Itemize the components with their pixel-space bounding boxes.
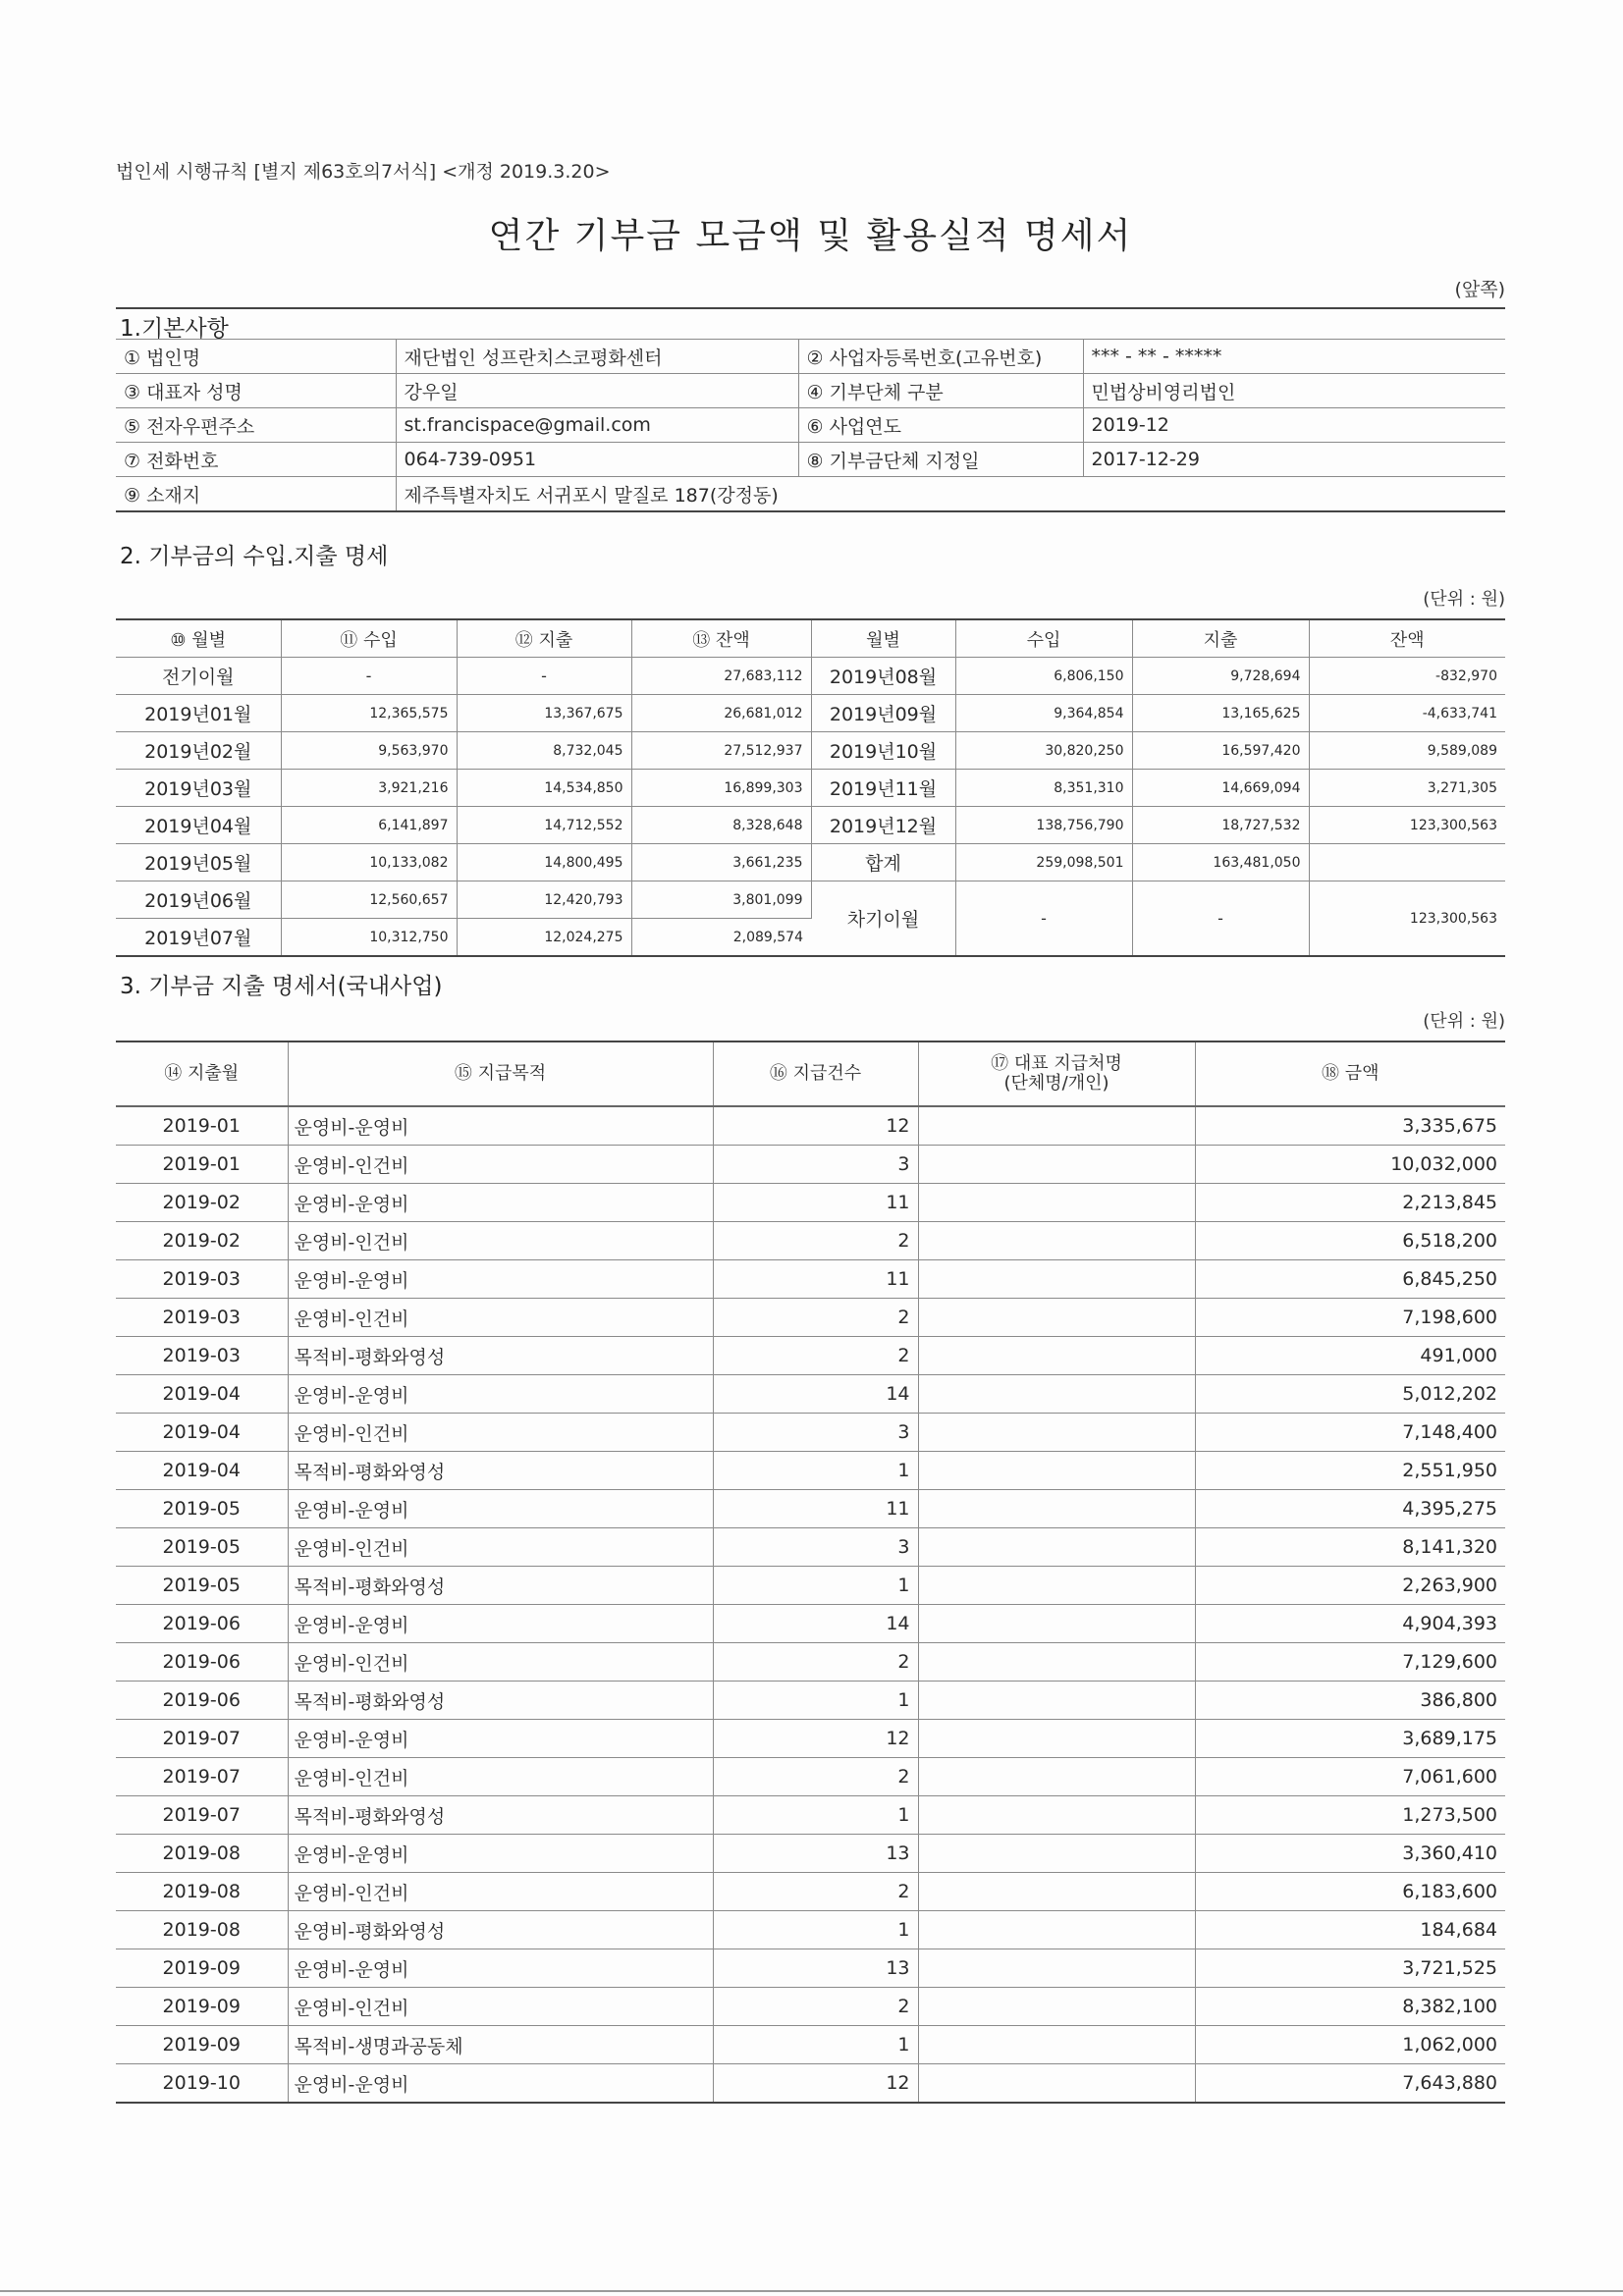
monthly-row	[116, 695, 1505, 732]
month-label: 2019년04월	[116, 807, 281, 844]
carryover-balance: 123,300,563	[1309, 881, 1505, 957]
income-value: 12,560,657	[281, 881, 457, 919]
payment-amount: 7,148,400	[1195, 1414, 1505, 1452]
expenditure-row	[116, 1567, 1505, 1605]
balance-value: 8,328,648	[631, 807, 811, 844]
payment-count: 11	[713, 1184, 918, 1222]
income-value: 3,921,216	[281, 770, 457, 807]
payment-amount: 4,904,393	[1195, 1605, 1505, 1643]
payee-name	[918, 1222, 1195, 1260]
expense-month: 2019-02	[116, 1184, 288, 1222]
expense-month: 2019-09	[116, 1949, 288, 1988]
payment-count: 2	[713, 1988, 918, 2026]
payment-amount: 8,382,100	[1195, 1988, 1505, 2026]
expense-value: 12,420,793	[457, 881, 631, 919]
section2-unit: (단위 : 원)	[1423, 589, 1505, 610]
payment-amount: 5,012,202	[1195, 1375, 1505, 1414]
payment-amount: 2,263,900	[1195, 1567, 1505, 1605]
payee-name	[918, 1414, 1195, 1452]
payee-name	[918, 1260, 1195, 1299]
expenditure-row	[116, 1720, 1505, 1758]
expense-value: -	[457, 658, 631, 695]
expense-value: 13,165,625	[1132, 695, 1309, 732]
balance-value: 27,683,112	[631, 658, 811, 695]
expenditure-row	[116, 1682, 1505, 1720]
payment-count: 2	[713, 1299, 918, 1337]
column-header: 잔액	[1309, 619, 1505, 658]
payment-count: 1	[713, 1567, 918, 1605]
month-label: 2019년07월	[116, 919, 281, 957]
expenditure-row	[116, 1299, 1505, 1337]
expenditure-row	[116, 1260, 1505, 1299]
expense-month: 2019-06	[116, 1605, 288, 1643]
expense-month: 2019-08	[116, 1873, 288, 1911]
payment-purpose: 목적비-평화와영성	[288, 1567, 713, 1605]
expenditure-row	[116, 1911, 1505, 1949]
monthly-row	[116, 807, 1505, 844]
payment-amount: 1,062,000	[1195, 2026, 1505, 2064]
info-label: ⑦ 전화번호	[116, 443, 396, 477]
header-purpose: ⑮ 지급목적	[288, 1041, 713, 1106]
expense-value: 9,728,694	[1132, 658, 1309, 695]
info-value: 재단법인 성프란치스코평화센터	[396, 340, 798, 374]
payment-count: 11	[713, 1490, 918, 1528]
balance-value: 3,271,305	[1309, 770, 1505, 807]
expenditure-row	[116, 1873, 1505, 1911]
info-label: ⑧ 기부금단체 지정일	[798, 443, 1083, 477]
payment-amount: 3,360,410	[1195, 1835, 1505, 1873]
month-label: 2019년01월	[116, 695, 281, 732]
payment-count: 2	[713, 1337, 918, 1375]
payee-name	[918, 1337, 1195, 1375]
payment-count: 11	[713, 1260, 918, 1299]
header-expense-month: ⑭ 지출월	[116, 1041, 288, 1106]
address-label: ⑨ 소재지	[116, 477, 396, 512]
month-label: 2019년05월	[116, 844, 281, 881]
payment-amount: 3,721,525	[1195, 1949, 1505, 1988]
payment-purpose: 운영비-운영비	[288, 1720, 713, 1758]
payment-purpose: 운영비-운영비	[288, 1949, 713, 1988]
payee-name	[918, 1375, 1195, 1414]
payee-name	[918, 1528, 1195, 1567]
expenditure-row	[116, 1796, 1505, 1835]
expenditure-row	[116, 1452, 1505, 1490]
expense-month: 2019-09	[116, 1988, 288, 2026]
expense-value: 18,727,532	[1132, 807, 1309, 844]
payment-purpose: 운영비-인건비	[288, 1414, 713, 1452]
expense-month: 2019-07	[116, 1796, 288, 1835]
balance-value: 3,661,235	[631, 844, 811, 881]
payment-count: 2	[713, 1222, 918, 1260]
expense-month: 2019-03	[116, 1260, 288, 1299]
income-value: -	[281, 658, 457, 695]
balance-value: 3,801,099	[631, 881, 811, 919]
payment-amount: 6,183,600	[1195, 1873, 1505, 1911]
month-label: 2019년12월	[811, 807, 955, 844]
expenditure-row	[116, 1222, 1505, 1260]
payment-amount: 10,032,000	[1195, 1146, 1505, 1184]
payment-purpose: 운영비-인건비	[288, 1299, 713, 1337]
payee-name	[918, 1835, 1195, 1873]
payment-count: 13	[713, 1949, 918, 1988]
expense-value: 13,367,675	[457, 695, 631, 732]
info-value: *** - ** - *****	[1083, 340, 1505, 374]
payment-amount: 3,335,675	[1195, 1106, 1505, 1146]
expense-month: 2019-09	[116, 2026, 288, 2064]
info-label: ③ 대표자 성명	[116, 374, 396, 408]
section3-title: 3. 기부금 지출 명세서(국내사업)	[120, 974, 443, 999]
payment-amount: 7,643,880	[1195, 2064, 1505, 2104]
payment-purpose: 운영비-운영비	[288, 1835, 713, 1873]
info-value: 강우일	[396, 374, 798, 408]
payment-count: 14	[713, 1605, 918, 1643]
expenditure-row	[116, 1949, 1505, 1988]
payment-amount: 8,141,320	[1195, 1528, 1505, 1567]
expense-month: 2019-04	[116, 1375, 288, 1414]
expense-month: 2019-05	[116, 1490, 288, 1528]
payment-amount: 6,518,200	[1195, 1222, 1505, 1260]
expense-month: 2019-08	[116, 1835, 288, 1873]
expenditure-row	[116, 1758, 1505, 1796]
expense-month: 2019-07	[116, 1758, 288, 1796]
payee-name	[918, 1146, 1195, 1184]
payment-purpose: 운영비-운영비	[288, 1490, 713, 1528]
payment-count: 12	[713, 1106, 918, 1146]
info-label: ④ 기부단체 구분	[798, 374, 1083, 408]
payment-amount: 1,273,500	[1195, 1796, 1505, 1835]
info-row-address	[116, 477, 1505, 512]
month-label: 2019년06월	[116, 881, 281, 919]
payment-amount: 184,684	[1195, 1911, 1505, 1949]
expenditure-row	[116, 1490, 1505, 1528]
payee-name	[918, 1567, 1195, 1605]
payment-count: 1	[713, 2026, 918, 2064]
column-header: ⑪ 수입	[281, 619, 457, 658]
header-payee	[918, 1041, 1195, 1106]
expenditure-row	[116, 1643, 1505, 1682]
payment-amount: 7,129,600	[1195, 1643, 1505, 1682]
payee-name	[918, 1490, 1195, 1528]
expenditure-row	[116, 1528, 1505, 1567]
payment-count: 14	[713, 1375, 918, 1414]
payment-purpose: 운영비-인건비	[288, 1873, 713, 1911]
balance-value: -4,633,741	[1309, 695, 1505, 732]
payee-name	[918, 1682, 1195, 1720]
column-header: ⑫ 지출	[457, 619, 631, 658]
expense-month: 2019-07	[116, 1720, 288, 1758]
section2-title: 2. 기부금의 수입.지출 명세	[120, 544, 389, 569]
payee-name	[918, 1643, 1195, 1682]
info-label: ⑤ 전자우편주소	[116, 408, 396, 443]
expense-month: 2019-04	[116, 1414, 288, 1452]
document-title: 연간 기부금 모금액 및 활용실적 명세서	[488, 216, 1133, 256]
payment-purpose: 목적비-평화와영성	[288, 1682, 713, 1720]
payment-count: 3	[713, 1528, 918, 1567]
expenditure-row	[116, 1375, 1505, 1414]
page-side-note: (앞쪽)	[1454, 279, 1505, 300]
payee-name	[918, 1299, 1195, 1337]
income-value: 6,806,150	[955, 658, 1132, 695]
payment-amount: 4,395,275	[1195, 1490, 1505, 1528]
payee-name	[918, 1949, 1195, 1988]
expense-month: 2019-04	[116, 1452, 288, 1490]
payment-purpose: 운영비-운영비	[288, 1184, 713, 1222]
payment-purpose: 운영비-인건비	[288, 1222, 713, 1260]
payment-count: 2	[713, 1758, 918, 1796]
month-label: 전기이월	[116, 658, 281, 695]
header-count: ⑯ 지급건수	[713, 1041, 918, 1106]
payment-count: 1	[713, 1452, 918, 1490]
income-expense-table	[116, 618, 1505, 957]
payee-name	[918, 2026, 1195, 2064]
expense-month: 2019-05	[116, 1567, 288, 1605]
expenditure-row	[116, 1414, 1505, 1452]
carryover-income: -	[955, 881, 1132, 957]
payment-purpose: 운영비-운영비	[288, 1605, 713, 1643]
info-label: ② 사업자등록번호(고유번호)	[798, 340, 1083, 374]
month-label: 2019년08월	[811, 658, 955, 695]
payee-name	[918, 1605, 1195, 1643]
payment-amount: 7,198,600	[1195, 1299, 1505, 1337]
payment-purpose: 운영비-평화와영성	[288, 1911, 713, 1949]
info-row	[116, 408, 1505, 443]
expense-month: 2019-02	[116, 1222, 288, 1260]
carryover-label: 차기이월	[811, 881, 955, 957]
info-row	[116, 374, 1505, 408]
payment-purpose: 운영비-인건비	[288, 1146, 713, 1184]
expense-month: 2019-03	[116, 1299, 288, 1337]
payment-purpose: 운영비-인건비	[288, 1528, 713, 1567]
payment-purpose: 목적비-평화와영성	[288, 1337, 713, 1375]
info-label: ⑥ 사업연도	[798, 408, 1083, 443]
carryover-expense: -	[1132, 881, 1309, 957]
payee-name	[918, 1796, 1195, 1835]
info-row	[116, 340, 1505, 374]
income-value: 12,365,575	[281, 695, 457, 732]
monthly-row	[116, 881, 1505, 919]
payment-purpose: 운영비-인건비	[288, 1988, 713, 2026]
scan-edge	[0, 2290, 1623, 2292]
info-label: ① 법인명	[116, 340, 396, 374]
column-header: ⑬ 잔액	[631, 619, 811, 658]
header-payee-line2: (단체명/개인)	[1003, 1073, 1109, 1094]
expense-month: 2019-08	[116, 1911, 288, 1949]
column-header: 월별	[811, 619, 955, 658]
payment-purpose: 운영비-인건비	[288, 1758, 713, 1796]
header-payee-line1: ⑰ 대표 지급처명	[991, 1053, 1122, 1074]
payment-purpose: 운영비-운영비	[288, 1106, 713, 1146]
column-header: 수입	[955, 619, 1132, 658]
expenditure-row	[116, 1605, 1505, 1643]
payment-amount: 6,845,250	[1195, 1260, 1505, 1299]
expense-month: 2019-01	[116, 1106, 288, 1146]
expense-value: 14,669,094	[1132, 770, 1309, 807]
balance-value: -832,970	[1309, 658, 1505, 695]
payment-amount: 2,213,845	[1195, 1184, 1505, 1222]
payment-count: 3	[713, 1414, 918, 1452]
expenditure-row	[116, 1337, 1505, 1375]
section1-title: 1.기본사항	[120, 316, 229, 342]
income-value: 30,820,250	[955, 732, 1132, 770]
payment-amount: 3,689,175	[1195, 1720, 1505, 1758]
month-label: 2019년09월	[811, 695, 955, 732]
month-label: 합계	[811, 844, 955, 881]
payee-name	[918, 1873, 1195, 1911]
expense-month: 2019-10	[116, 2064, 288, 2104]
monthly-row	[116, 844, 1505, 881]
expense-month: 2019-05	[116, 1528, 288, 1567]
payment-purpose: 운영비-인건비	[288, 1643, 713, 1682]
expense-value: 12,024,275	[457, 919, 631, 957]
payment-count: 1	[713, 1796, 918, 1835]
payment-purpose: 운영비-운영비	[288, 1260, 713, 1299]
payment-count: 12	[713, 2064, 918, 2104]
expense-value: 14,534,850	[457, 770, 631, 807]
expenditure-row	[116, 2064, 1505, 2104]
income-value: 138,756,790	[955, 807, 1132, 844]
expenditure-row	[116, 1106, 1505, 1146]
payment-count: 13	[713, 1835, 918, 1873]
info-value: 064-739-0951	[396, 443, 798, 477]
info-value: 민법상비영리법인	[1083, 374, 1505, 408]
balance-value	[1309, 844, 1505, 881]
expense-value: 14,800,495	[457, 844, 631, 881]
payee-name	[918, 1106, 1195, 1146]
payment-amount: 491,000	[1195, 1337, 1505, 1375]
monthly-row	[116, 658, 1505, 695]
expenditure-row	[116, 2026, 1505, 2064]
payment-amount: 7,061,600	[1195, 1758, 1505, 1796]
expenditure-row	[116, 1988, 1505, 2026]
balance-value: 9,589,089	[1309, 732, 1505, 770]
balance-value: 16,899,303	[631, 770, 811, 807]
info-row	[116, 443, 1505, 477]
payment-purpose: 목적비-평화와영성	[288, 1796, 713, 1835]
payment-amount: 2,551,950	[1195, 1452, 1505, 1490]
income-value: 8,351,310	[955, 770, 1132, 807]
payee-name	[918, 1452, 1195, 1490]
monthly-row	[116, 770, 1505, 807]
info-value: 2017-12-29	[1083, 443, 1505, 477]
payment-count: 3	[713, 1146, 918, 1184]
income-value: 10,312,750	[281, 919, 457, 957]
income-value: 259,098,501	[955, 844, 1132, 881]
income-value: 6,141,897	[281, 807, 457, 844]
expense-month: 2019-06	[116, 1643, 288, 1682]
balance-value: 2,089,574	[631, 919, 811, 957]
section-divider	[116, 307, 1505, 309]
month-label: 2019년11월	[811, 770, 955, 807]
balance-value: 123,300,563	[1309, 807, 1505, 844]
payee-name	[918, 1988, 1195, 2026]
payment-count: 2	[713, 1643, 918, 1682]
expense-value: 163,481,050	[1132, 844, 1309, 881]
expenditure-table	[116, 1041, 1505, 2104]
payment-purpose: 목적비-생명과공동체	[288, 2026, 713, 2064]
payment-purpose: 운영비-운영비	[288, 2064, 713, 2104]
month-label: 2019년02월	[116, 732, 281, 770]
basic-info-table	[116, 339, 1505, 512]
payee-name	[918, 1184, 1195, 1222]
payment-count: 1	[713, 1911, 918, 1949]
income-value: 10,133,082	[281, 844, 457, 881]
section3-unit: (단위 : 원)	[1423, 1011, 1505, 1032]
payment-count: 2	[713, 1873, 918, 1911]
expense-value: 16,597,420	[1132, 732, 1309, 770]
monthly-row	[116, 732, 1505, 770]
info-value: st.francispace@gmail.com	[396, 408, 798, 443]
payee-name	[918, 1758, 1195, 1796]
payment-count: 12	[713, 1720, 918, 1758]
expense-month: 2019-03	[116, 1337, 288, 1375]
expense-month: 2019-06	[116, 1682, 288, 1720]
info-value: 2019-12	[1083, 408, 1505, 443]
payment-amount: 386,800	[1195, 1682, 1505, 1720]
payment-purpose: 목적비-평화와영성	[288, 1452, 713, 1490]
month-label: 2019년10월	[811, 732, 955, 770]
income-value: 9,563,970	[281, 732, 457, 770]
balance-value: 27,512,937	[631, 732, 811, 770]
address-value: 제주특별자치도 서귀포시 말질로 187(강정동)	[396, 477, 1505, 512]
expense-value: 14,712,552	[457, 807, 631, 844]
balance-value: 26,681,012	[631, 695, 811, 732]
expense-month: 2019-01	[116, 1146, 288, 1184]
expense-value: 8,732,045	[457, 732, 631, 770]
payment-purpose: 운영비-운영비	[288, 1375, 713, 1414]
expenditure-row	[116, 1835, 1505, 1873]
header-amount: ⑱ 금액	[1195, 1041, 1505, 1106]
month-label: 2019년03월	[116, 770, 281, 807]
form-reference: 법인세 시행규칙 [별지 제63호의7서식] <개정 2019.3.20>	[116, 161, 611, 183]
payee-name	[918, 2064, 1195, 2104]
payment-count: 1	[713, 1682, 918, 1720]
payee-name	[918, 1720, 1195, 1758]
expenditure-row	[116, 1184, 1505, 1222]
income-value: 9,364,854	[955, 695, 1132, 732]
payee-name	[918, 1911, 1195, 1949]
column-header: 지출	[1132, 619, 1309, 658]
column-header: ⑩ 월별	[116, 619, 281, 658]
expenditure-row	[116, 1146, 1505, 1184]
